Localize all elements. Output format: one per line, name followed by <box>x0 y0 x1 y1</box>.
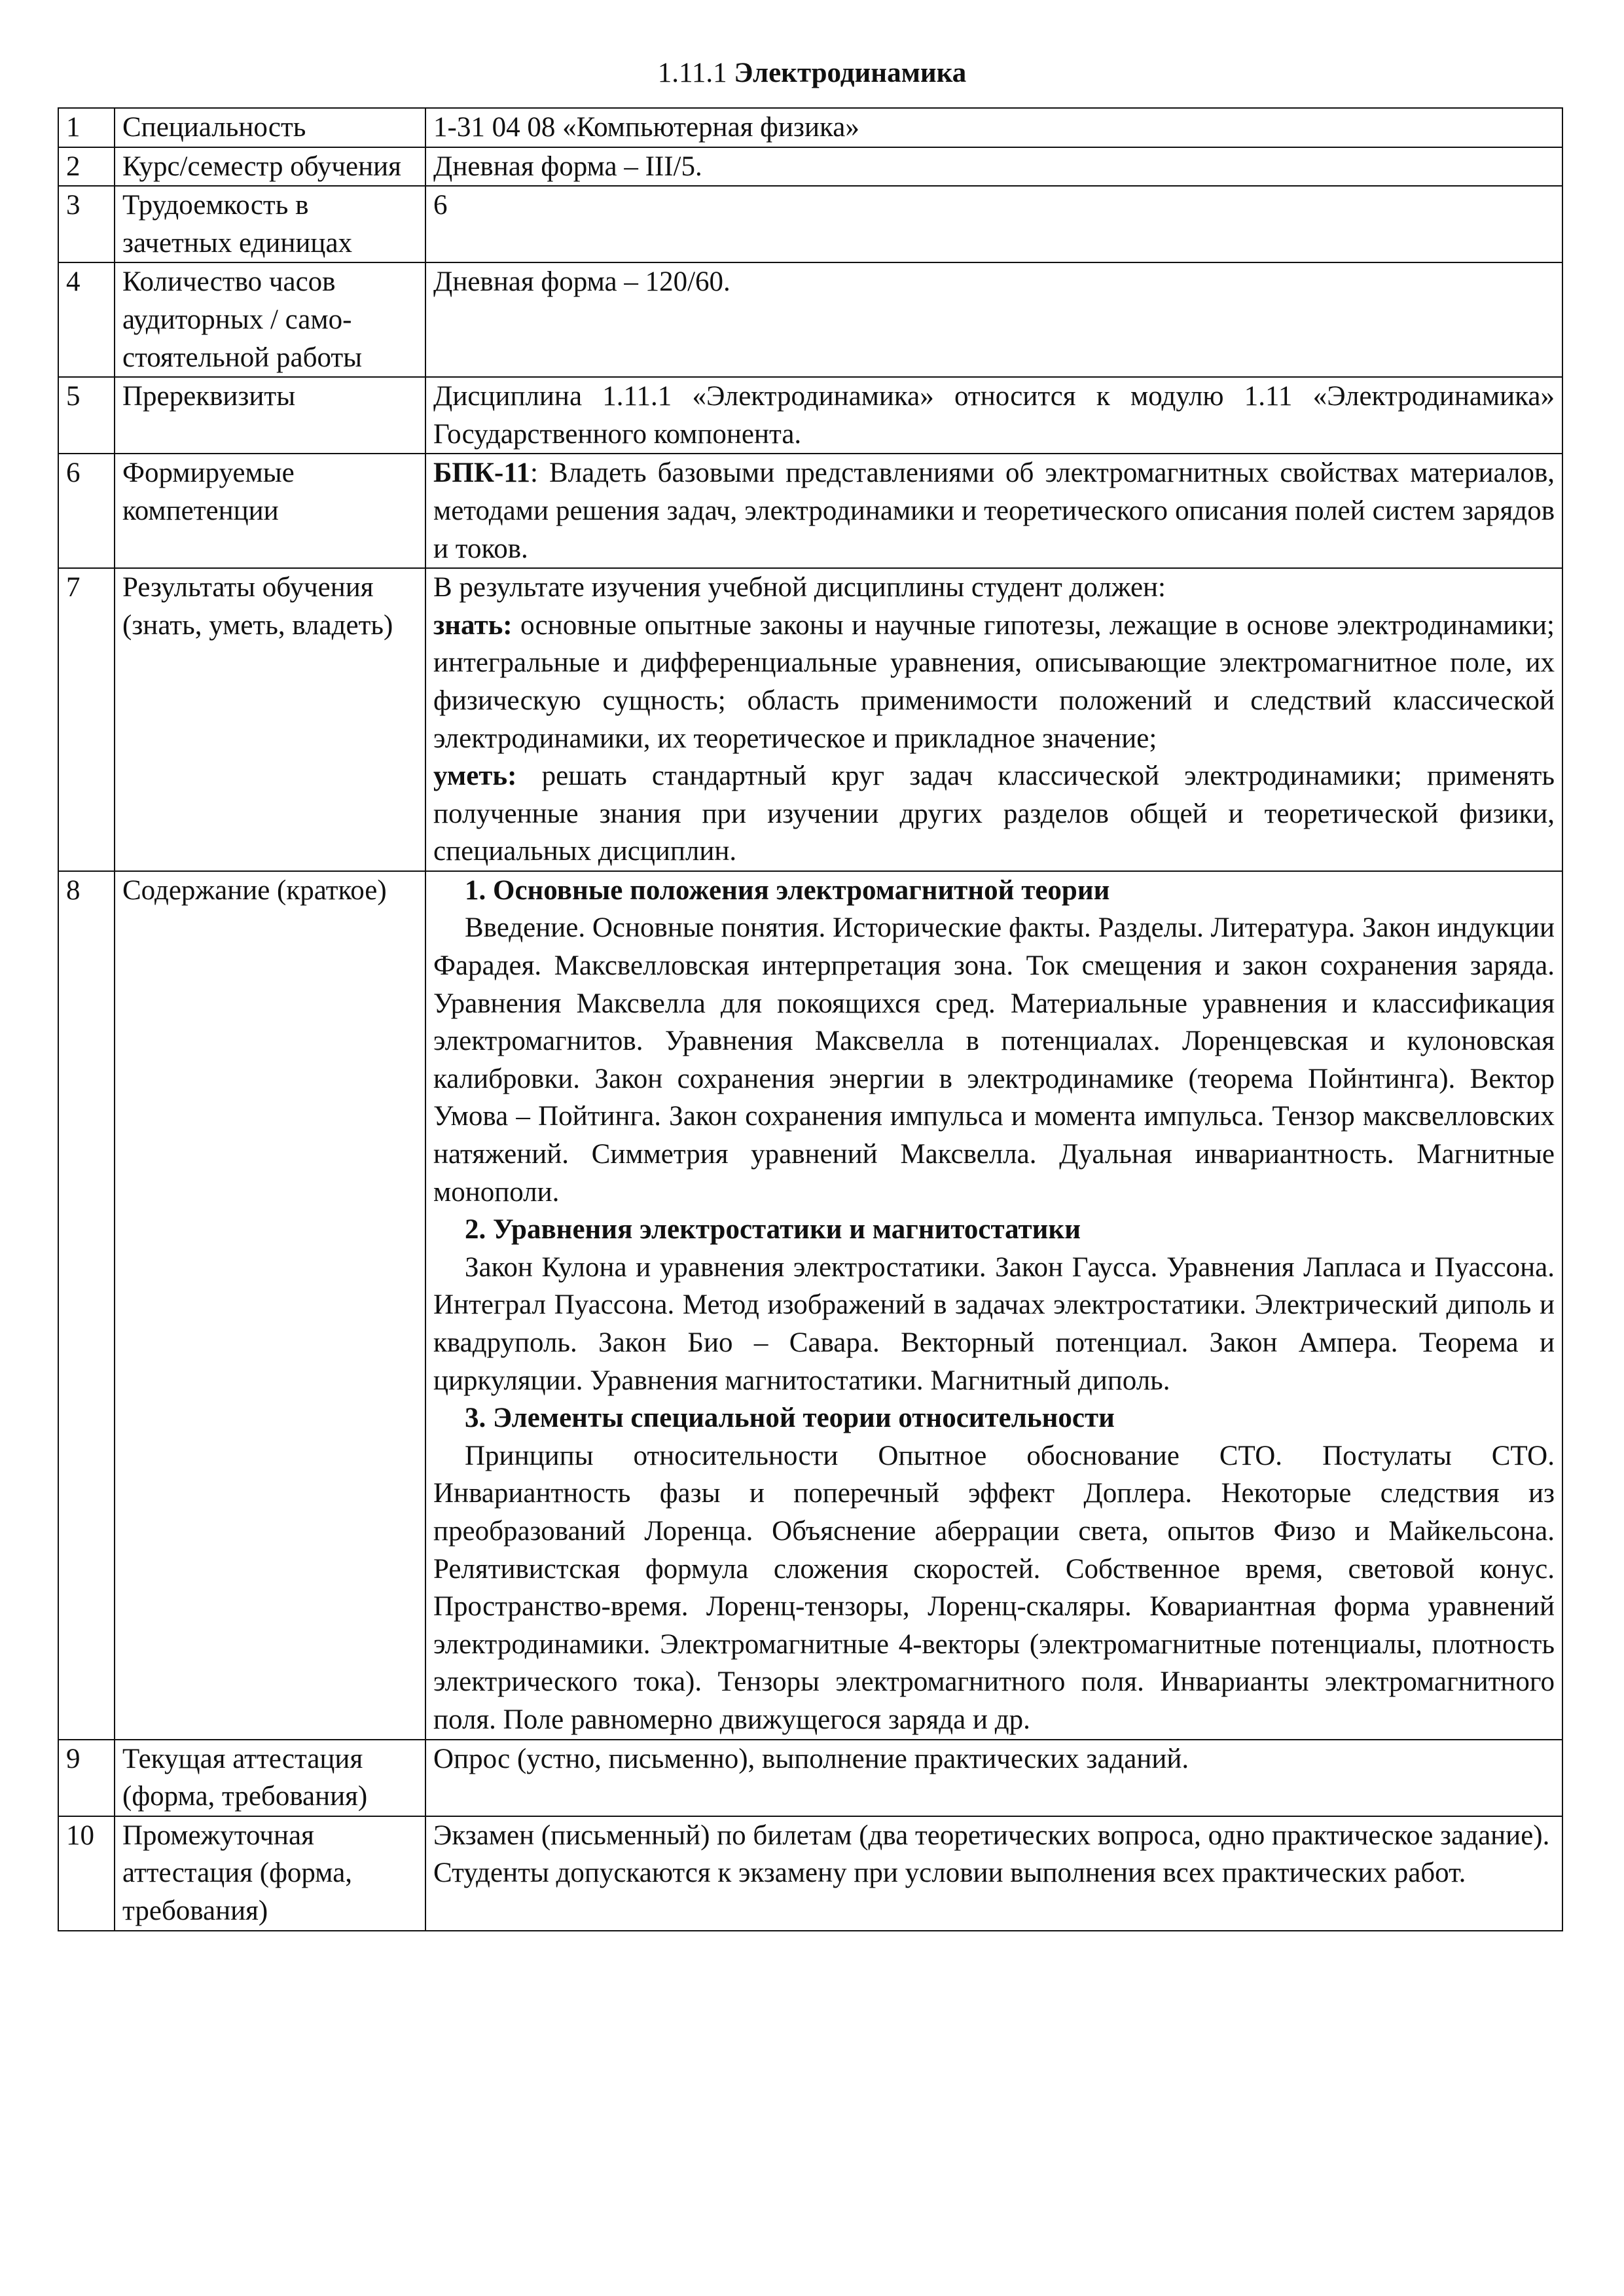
title-number: 1.11.1 <box>657 58 727 88</box>
exam-form: Экзамен (письменный) по билетам (два теоретических вопроса, одно практическое задание). <box>433 1820 1550 1851</box>
row-name: Результаты обучения (знать, уметь, владеть) <box>115 568 425 871</box>
row-value <box>425 454 1562 568</box>
table-row <box>58 147 1562 187</box>
row-name: Трудоемкость в зачетных единицах <box>115 186 425 262</box>
row-name: Формируемые компетенции <box>115 454 425 568</box>
row-name: Курс/семестр обучения <box>115 147 425 187</box>
can-label: уметь: <box>433 761 517 792</box>
row-name: Промежуточная аттестация (форма, требования) <box>115 1816 425 1931</box>
row-value: Дневная форма – III/5. <box>425 147 1562 187</box>
table-row <box>58 454 1562 568</box>
content-section-text: Закон Кулона и уравнения электростатики. Закон Гаусса. Уравнения Лапласа и Пуассона. Интеграл Пуассона. Метод изображений в задачах электростатики. Электрический диполь и квадруполь. Закон Био – Савара. Векторный потенциал. Закон Ампера. Теорема и циркуляции. Уравнения магнитостатики. Магнитный диполь. <box>433 1251 1555 1396</box>
exam-admission: Студенты допускаются к экзамену при условии выполнения всех практических работ. <box>433 1857 1466 1889</box>
row-number: 10 <box>58 1816 115 1931</box>
row-name: Текущая аттестация (форма, требования) <box>115 1740 425 1816</box>
row-number: 9 <box>58 1740 115 1816</box>
table-row <box>58 1816 1562 1931</box>
syllabus-table <box>58 107 1563 1931</box>
content-section-title: 1. Основные положения электромагнитной теории <box>465 874 1110 906</box>
row-name: Содержание (краткое) <box>115 871 425 1740</box>
row-number: 6 <box>58 454 115 568</box>
row-value <box>425 1816 1562 1931</box>
results-can <box>433 757 1555 870</box>
row-number: 2 <box>58 147 115 187</box>
row-number: 5 <box>58 377 115 454</box>
row-value: Опрос (устно, письменно), выполнение практических заданий. <box>425 1740 1562 1816</box>
row-name: Пререквизиты <box>115 377 425 454</box>
row-value: 6 <box>425 186 1562 262</box>
row-name: Специальность <box>115 108 425 147</box>
table-row <box>58 1740 1562 1816</box>
content-section-title: 3. Элементы специальной теории относительности <box>465 1403 1115 1434</box>
table-row <box>58 568 1562 871</box>
row-value <box>425 568 1562 871</box>
row-number: 1 <box>58 108 115 147</box>
table-row <box>58 108 1562 147</box>
row-number: 8 <box>58 871 115 1740</box>
row-number: 7 <box>58 568 115 871</box>
table-row <box>58 186 1562 262</box>
content-section-text: Принципы относительности Опытное обоснование СТО. Постулаты СТО. Инвариантность фазы и поперечный эффект Доплера. Некоторые следствия из преобразований Лоренца. Объяснение аберрации света, опытов Физо и Майкельсона. Релятивистская формула сложения скоростей. Собственное время, световой конус. Пространство-время. Лоренц-тензоры, Лоренц-скаляры. Ковариантная форма уравнений электродинамики. Электромагнитные 4-векторы (электромагнитные потенциалы, плотность электрического тока). Тензоры электромагнитного поля. Инварианты электромагнитного поля. Поле равномерно движущегося заряда и др. <box>433 1440 1555 1735</box>
competence-text: : Владеть базовыми представлениями об электромагнитных свойствах материалов, методами решения задач, электродинамики и теоретического описания полей систем зарядов и токов. <box>433 457 1555 564</box>
know-text: основные опытные законы и научные гипотезы, лежащие в основе электродинамики; интегральные и дифференциальные уравнения, описывающие электромагнитное поле, их физическую сущность; область применимости положений и следствий классической электродинамики, их теоретическое и прикладное значение; <box>433 609 1555 754</box>
results-intro: В результате изучения учебной дисциплины студент должен: <box>433 572 1166 603</box>
content-section-text: Введение. Основные понятия. Исторические факты. Разделы. Литература. Закон индукции Фарадея. Максвелловская интерпретация зона. Ток смещения и закон сохранения заряда. Уравнения Максвелла для покоящихся сред. Материальные уравнения и классификация электромагнитов. Уравнения Максвелла в потенциалах. Лоренцевская и кулоновская калибровки. Закон сохранения энергии в электродинамике (теорема Пойнтинга). Вектор Умова – Пойтинга. Закон сохранения импульса и момента импульса. Тензор максвелловских натяжений. Симметрия уравнений Максвелла. Дуальная инвариантность. Магнитные монополи. <box>433 912 1555 1208</box>
table-row <box>58 871 1562 1740</box>
know-label: знать: <box>433 609 513 641</box>
title-text: Электродинамика <box>734 58 967 88</box>
row-value: 1-31 04 08 «Компьютерная физика» <box>425 108 1562 147</box>
row-value: Дневная форма – 120/60. <box>425 262 1562 377</box>
row-number: 3 <box>58 186 115 262</box>
competence-code: БПК-11 <box>433 457 531 489</box>
content-section-title: 2. Уравнения электростатики и магнитостатики <box>465 1214 1081 1246</box>
table-row <box>58 262 1562 377</box>
row-name: Количество часов аудиторных / само-стоятельной работы <box>115 262 425 377</box>
document-title <box>0 54 1624 93</box>
table-row <box>58 377 1562 454</box>
results-know <box>433 607 1555 757</box>
row-value <box>425 871 1562 1740</box>
row-number: 4 <box>58 262 115 377</box>
row-value: Дисциплина 1.11.1 «Электродинамика» относится к модулю 1.11 «Электродинамика» Государственного компонента. <box>425 377 1562 454</box>
can-text: решать стандартный круг задач классической электродинамики; применять полученные знания при изучении других разделов общей и теоретической физики, специальных дисциплин. <box>433 761 1555 867</box>
